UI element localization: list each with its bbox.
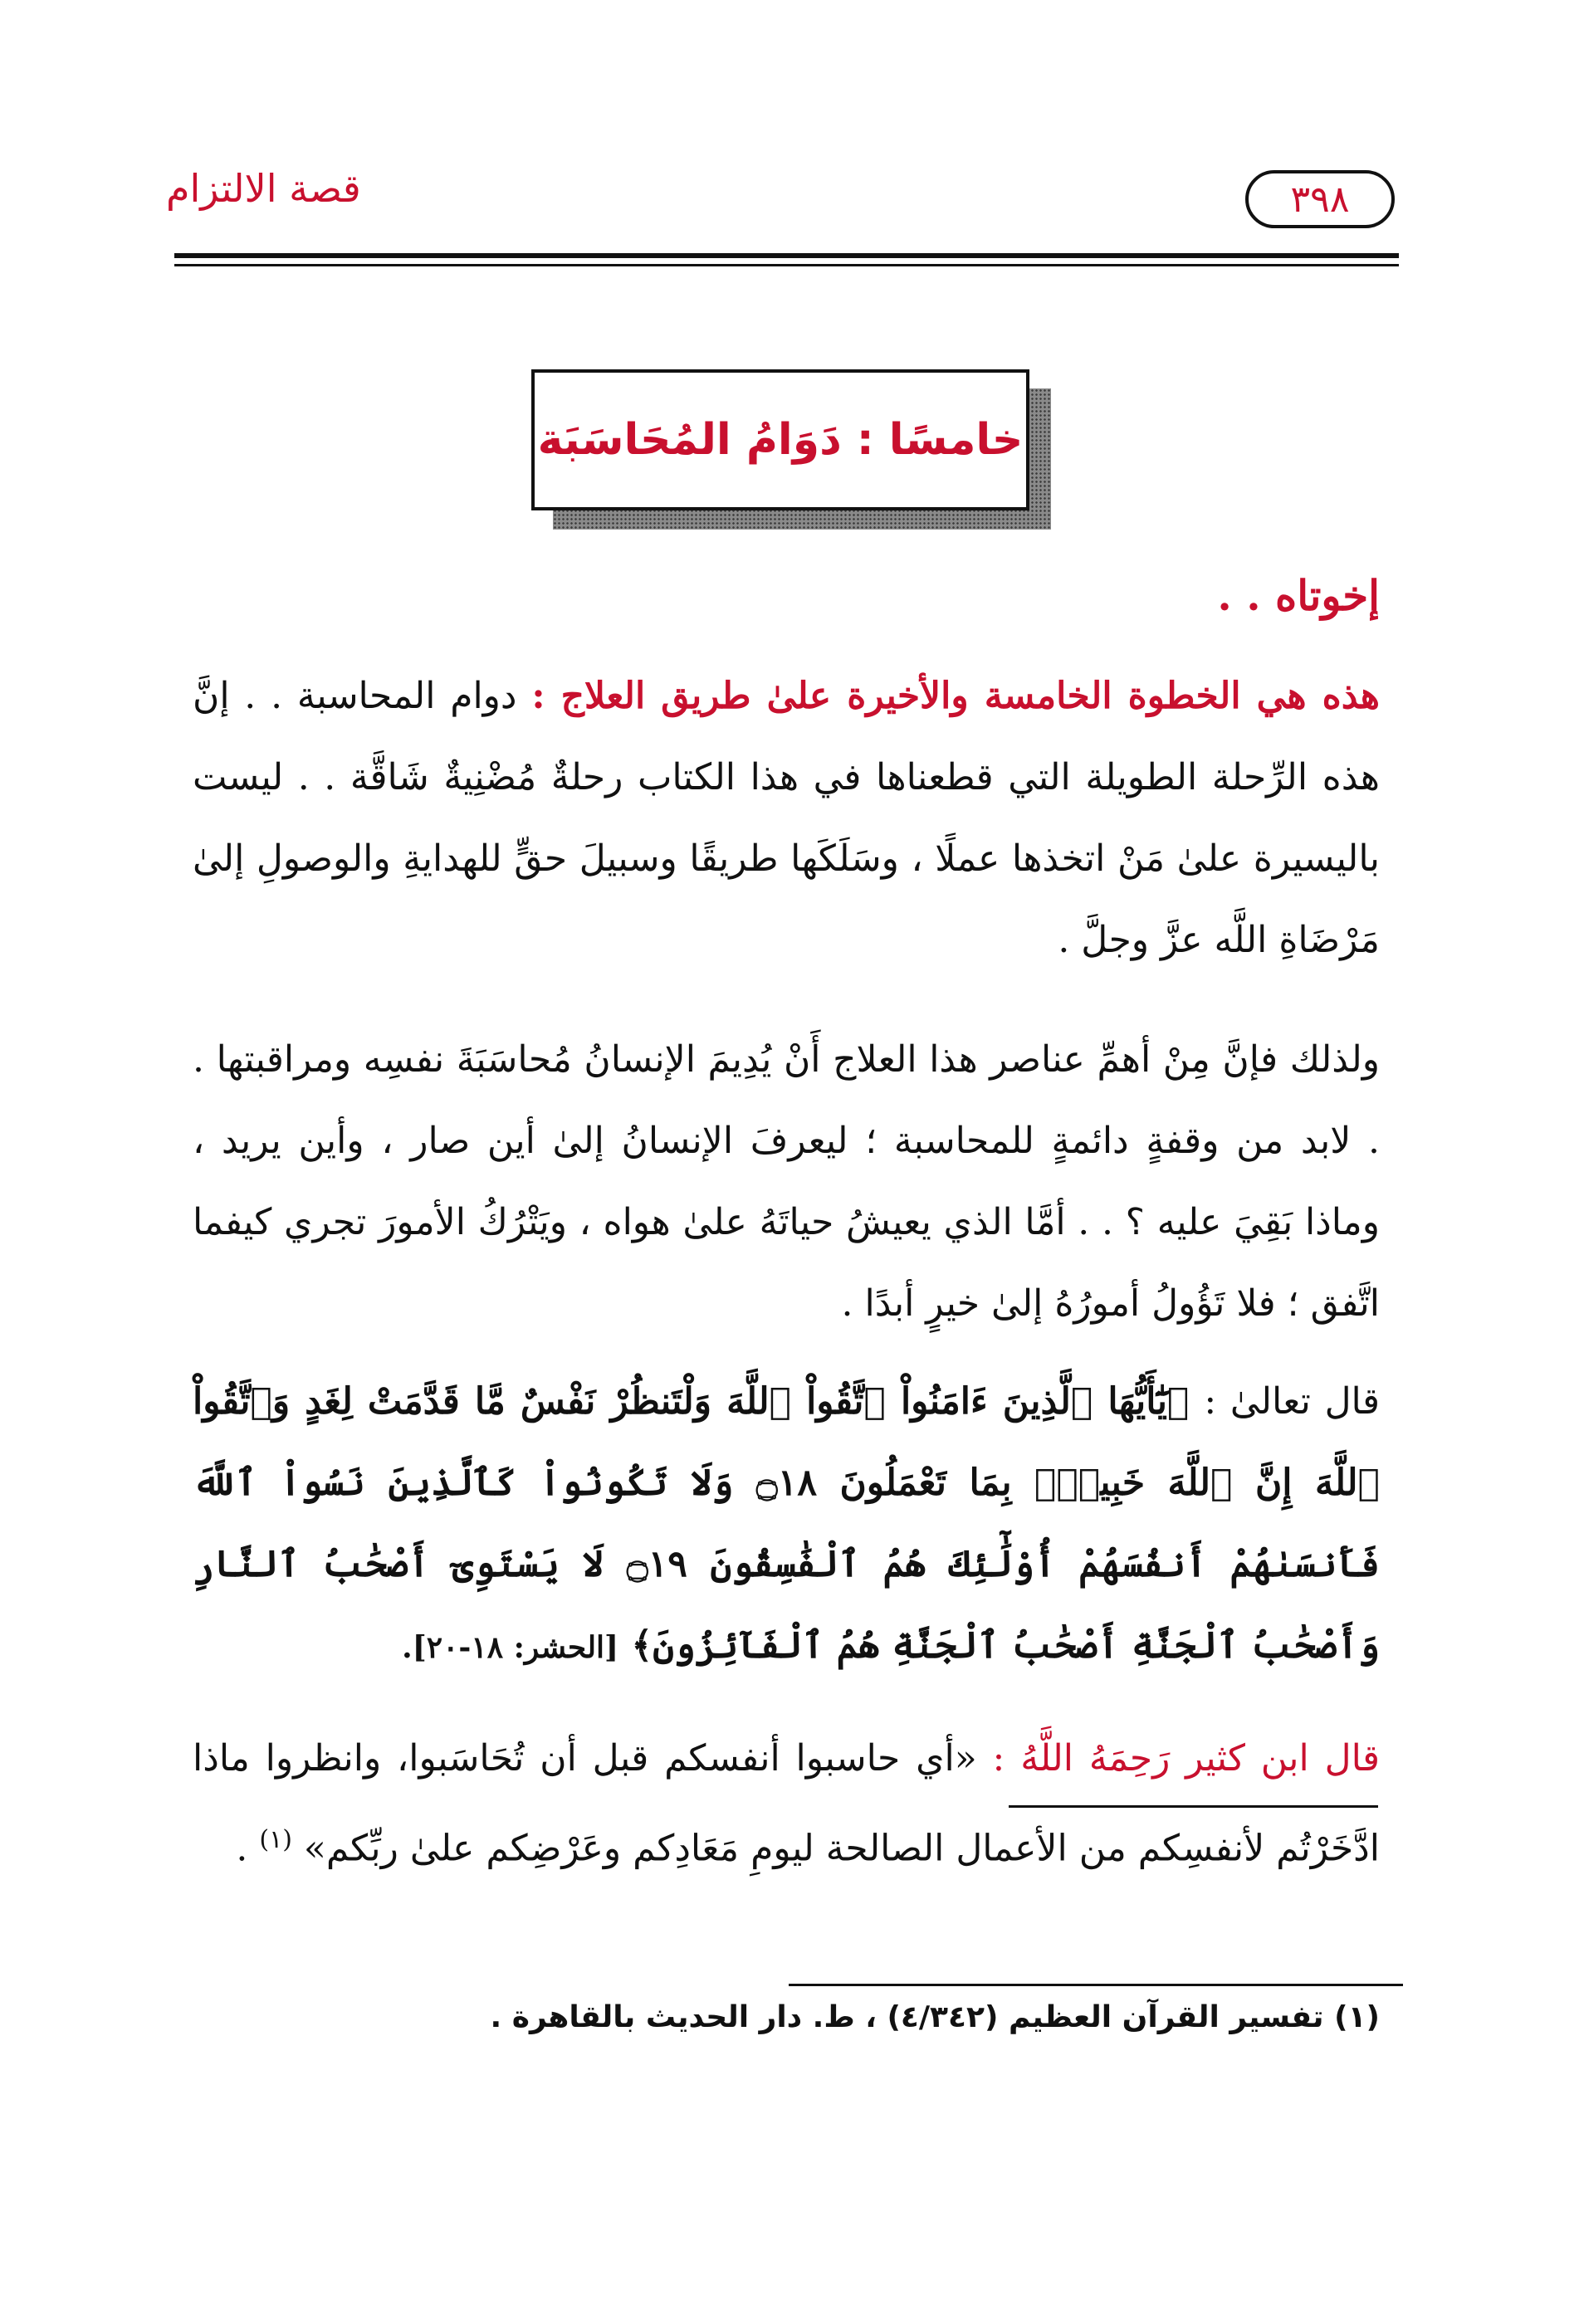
quote-attribution: قال ابن كثير رَحِمَهُ اللَّهُ : <box>992 1737 1381 1780</box>
attribution-underline <box>1009 1805 1378 1808</box>
paragraph-1-text: دوام المحاسبة . . إنَّ هذه الرِّحلة الطويلة التي قطعناها في هذا الكتاب رحلةٌ مُضْنِيةٌ شَاقَّة . . ليست باليسيرة علىٰ مَنْ اتخذها عملًا ، وسَلَكَها طريقًا وسبيلَ حقٍّ للهدايةِ والوصولِ إلىٰ مَرْضَاةِ اللَّه عزَّ وجلَّ . <box>193 675 1380 961</box>
quote-end: . <box>236 1827 248 1870</box>
header-rule-thick <box>174 253 1399 258</box>
verse-intro: قال تعالىٰ : <box>1204 1380 1380 1423</box>
verse-reference: [الحشر: ١٨-٢٠]. <box>402 1630 619 1665</box>
footnote-rule <box>789 1984 1403 1986</box>
ibn-kathir-quote: «أي حاسبوا أنفسكم قبل أن تُحَاسَبوا، وانظروا ماذا ادَّخَرْتُم لأنفسِكم من الأعمال الصالحة ليومِ مَعَادِكم وعَرْضِكم علىٰ ربِّكم» <box>193 1737 1380 1870</box>
page-number-badge: ٣٩٨ <box>1245 170 1395 228</box>
paragraph-3 <box>193 1361 1380 1688</box>
paragraph-4 <box>193 1718 1380 1890</box>
paragraph-2: ولذلك فإنَّ مِنْ أهمِّ عناصر هذا العلاج أَنْ يُدِيمَ الإنسانُ مُحاسَبَةَ نفسِه ومراقبتها . . لابد من وقفةٍ دائمةٍ للمحاسبة ؛ ليعرفَ الإنسانُ إلىٰ أين صار ، وأين يريد ، وماذا بَقِيَ عليه ؟ . . أمَّا الذي يعيشُ حياتَهُ علىٰ هواه ، ويَتْرُكُ الأمورَ تجري كيفما اتَّفق ؛ فلا تَؤُولُ أمورُهُ إلىٰ خيرٍ أبدًا . <box>193 1038 1380 1325</box>
running-header-title: قصة الالتزام <box>166 166 361 211</box>
paragraph-1 <box>193 656 1380 981</box>
greeting: إخوتاه . . <box>1217 571 1380 620</box>
footnote-marker: (١) <box>259 1825 292 1854</box>
section-title: خامسًا : دَوَامُ المُحَاسَبَة <box>531 369 1029 510</box>
header-rule-thin <box>174 264 1399 266</box>
paragraph-1-lead: هذه هي الخطوة الخامسة والأخيرة علىٰ طريق العلاج : <box>531 675 1380 717</box>
quran-verse: ﴿يَٰٓأَيُّهَا ٱلَّذِينَ ءَامَنُواْ ٱتَّقُواْ ٱللَّهَ وَلْتَنظُرْ نَفْسٌ مَّا قَدَّمَتْ لِغَدٍ وَٱتَّقُواْ ٱللَّهَ إِنَّ ٱللَّهَ خَبِيرُۢ بِمَا تَعْمَلُونَ ۝١٨ وَلَا تَكُونُواْ كَٱلَّذِينَ نَسُواْ ٱللَّهَ فَأَنسَىٰهُمْ أَنفُسَهُمْ أُوْلَٰٓئِكَ هُمُ ٱلْفَٰسِقُونَ ۝١٩ لَا يَسْتَوِىٓ أَصْحَٰبُ ٱلنَّارِ وَأَصْحَٰبُ ٱلْجَنَّةِ أَصْحَٰبُ ٱلْجَنَّةِ هُمُ ٱلْفَآئِزُونَ﴾ <box>193 1380 1381 1667</box>
footnote: (١) تفسير القرآن العظيم (٤/٣٤٢) ، ط. دار الحديث بالقاهرة . <box>490 2000 1380 2034</box>
